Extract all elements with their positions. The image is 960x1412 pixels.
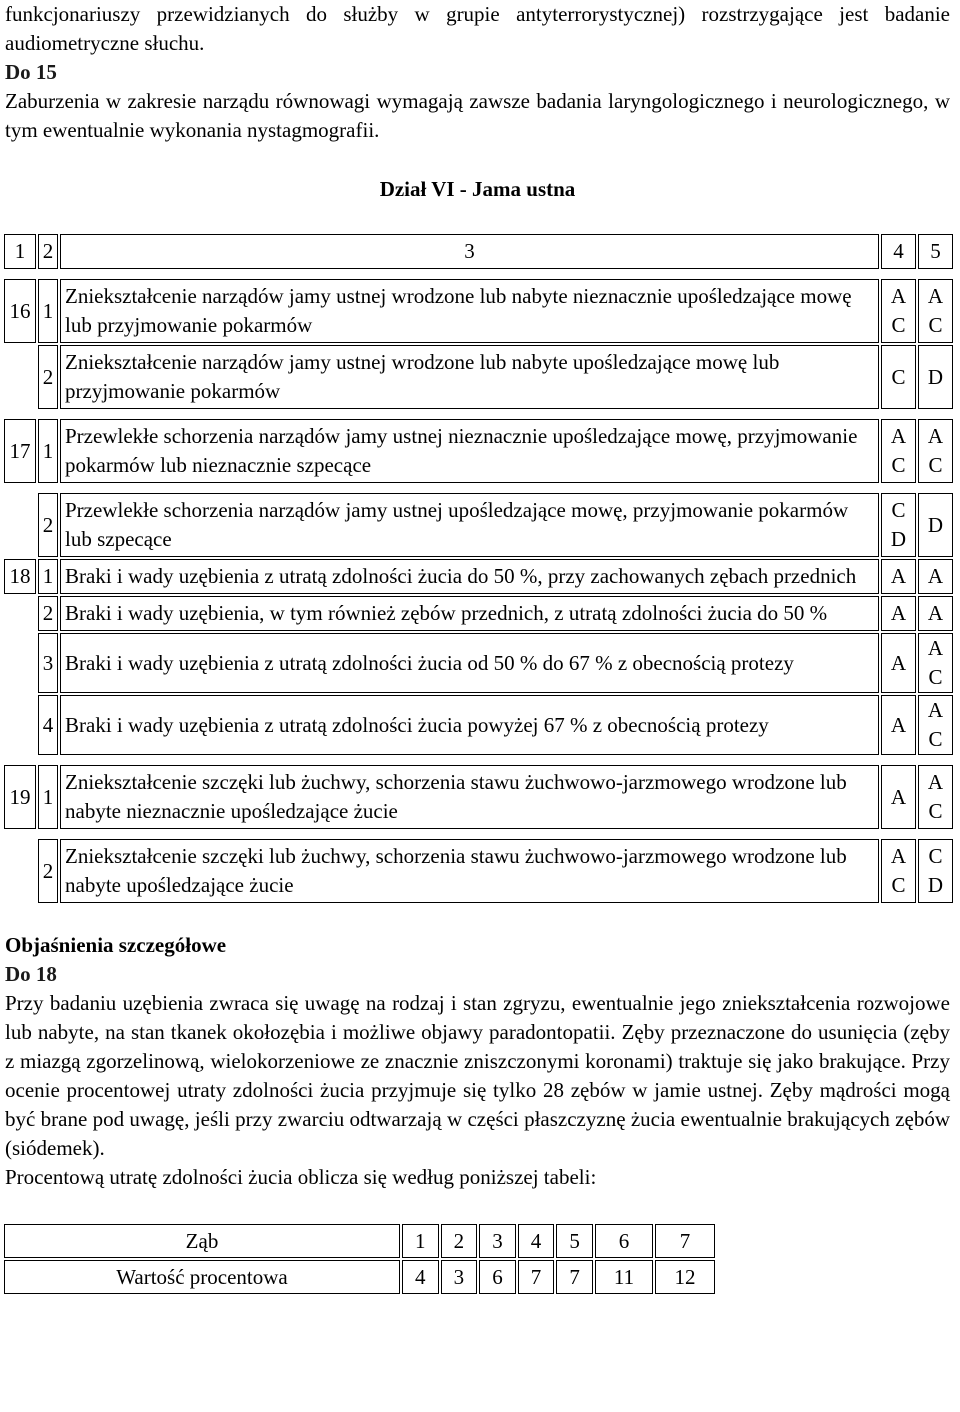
category-letter: D — [927, 512, 944, 537]
category-letter: A — [890, 784, 907, 809]
category-letter: C — [891, 313, 906, 337]
category-letter: C — [891, 364, 906, 389]
row-description: Zniekształcenie narządów jamy ustnej wrodzone lub nabyte nieznacznie upośledzające mowę lub przyjmowanie pokarmów — [60, 279, 879, 343]
row-spacer-cell — [4, 271, 953, 277]
percentage-value: 6 — [479, 1260, 516, 1294]
row-category-col-4 — [881, 596, 916, 631]
row-number — [4, 695, 36, 755]
category-letter: A — [890, 601, 907, 625]
category-letter: C — [891, 873, 906, 897]
classification-table — [2, 232, 955, 905]
tooth-number: 3 — [479, 1224, 516, 1258]
table-row — [4, 695, 953, 755]
row-spacer-cell — [4, 757, 953, 763]
row-category-col-4 — [881, 559, 916, 594]
percentage-value: 3 — [441, 1260, 478, 1294]
category-letter: D — [927, 364, 944, 389]
category-letter: C — [928, 453, 943, 477]
row-category-col-4 — [881, 695, 916, 755]
percentage-value: 12 — [655, 1260, 715, 1294]
row-number: 17 — [4, 419, 36, 483]
table-row — [4, 493, 953, 557]
row-category-col-5 — [918, 695, 953, 755]
row-subnumber: 4 — [38, 695, 58, 755]
intro-paragraph-1: funkcjonariuszy przewidzianych do służby w grupie antyterrorystycznej) rozstrzygające jest badanie audiometryczne słuchu. — [5, 2, 950, 55]
category-letter: A — [927, 770, 944, 794]
percentage-row-label: Wartość procentowa — [4, 1260, 400, 1294]
row-subnumber: 2 — [38, 596, 58, 631]
row-spacer-cell — [4, 831, 953, 837]
row-spacer — [4, 271, 953, 277]
row-subnumber: 3 — [38, 633, 58, 693]
tooth-number: 2 — [441, 1224, 478, 1258]
category-letter: D — [890, 527, 907, 551]
percentage-value: 11 — [595, 1260, 653, 1294]
category-letter: A — [890, 712, 907, 737]
category-letter: A — [927, 601, 944, 625]
row-spacer — [4, 757, 953, 763]
row-category-col-5 — [918, 419, 953, 483]
row-subnumber: 1 — [38, 279, 58, 343]
tooth-number: 1 — [402, 1224, 439, 1258]
row-number — [4, 596, 36, 631]
row-category-col-4 — [881, 839, 916, 903]
category-letter: C — [928, 844, 943, 868]
row-description: Braki i wady uzębienia z utratą zdolności żucia od 50 % do 67 % z obecnością protezy — [60, 633, 879, 693]
row-subnumber: 1 — [38, 765, 58, 829]
row-number: 19 — [4, 765, 36, 829]
category-letter: C — [928, 313, 943, 337]
teeth-row — [4, 1224, 715, 1258]
row-category-col-5 — [918, 596, 953, 631]
row-description: Braki i wady uzębienia, w tym również zębów przednich, z utratą zdolności żucia do 50 % — [60, 596, 879, 631]
row-description: Braki i wady uzębienia z utratą zdolności żucia powyżej 67 % z obecnością protezy — [60, 695, 879, 755]
row-category-col-4 — [881, 493, 916, 557]
category-letter: A — [890, 650, 907, 675]
table-row — [4, 559, 953, 594]
category-letter: C — [928, 727, 943, 751]
header-col-5: 5 — [918, 234, 953, 269]
explanations-paragraph-1: Przy badaniu uzębienia zwraca się uwagę na rodzaj i stan zgryzu, ewentualnie jego zniekształcenia rozwojowe lub nabyte, na stan tkanek okołozębia i możliwe objawy paradontopatii. Zęby przeznaczone do usunięcia (zęby z miazgą zgorzelinową, wielokorzeniowe ze znacznie zniszczonymi koronami) traktuje się jako brakujące. Przy ocenie procentowej utraty zdolności żucia przyjmuje się tylko 28 zębów w jamie ustnej. Zęby mądrości mogą być brane pod uwagę, jeśli przy zwarciu odtwarzają w części płaszczyznę żucia ewentualnie brakujących zębów (siódemek). — [5, 991, 950, 1160]
row-number: 18 — [4, 559, 36, 594]
teeth-row-label: Ząb — [4, 1224, 400, 1258]
row-number — [4, 633, 36, 693]
table-row — [4, 279, 953, 343]
row-subnumber: 1 — [38, 419, 58, 483]
tooth-number: 5 — [556, 1224, 593, 1258]
row-description: Przewlekłe schorzenia narządów jamy ustnej upośledzające mowę, przyjmowanie pokarmów lub szpecące — [60, 493, 879, 557]
row-description: Przewlekłe schorzenia narządów jamy ustnej nieznacznie upośledzające mowę, przyjmowanie pokarmów lub nieznacznie szpecące — [60, 419, 879, 483]
row-number: 16 — [4, 279, 36, 343]
header-col-1: 1 — [4, 234, 36, 269]
row-category-col-4 — [881, 279, 916, 343]
tooth-number: 6 — [595, 1224, 653, 1258]
row-category-col-5 — [918, 839, 953, 903]
row-category-col-5 — [918, 493, 953, 557]
intro-paragraph-2: Zaburzenia w zakresie narządu równowagi wymagają zawsze badania laryngologicznego i neurologicznego, w tym ewentualnie wykonania nystagmografii. — [5, 89, 950, 142]
row-subnumber: 2 — [38, 839, 58, 903]
header-col-4: 4 — [881, 234, 916, 269]
percentage-value: 4 — [402, 1260, 439, 1294]
row-category-col-5 — [918, 559, 953, 594]
category-letter: A — [890, 564, 907, 588]
header-col-2: 2 — [38, 234, 58, 269]
category-letter: A — [927, 564, 944, 588]
row-category-col-5 — [918, 765, 953, 829]
tooth-number: 4 — [518, 1224, 555, 1258]
table-row — [4, 419, 953, 483]
category-letter: A — [927, 284, 944, 308]
row-description: Zniekształcenie szczęki lub żuchwy, schorzenia stawu żuchwowo-jarzmowego wrodzone lub nabyte upośledzające żucie — [60, 839, 879, 903]
row-spacer-cell — [4, 485, 953, 491]
table-row — [4, 765, 953, 829]
subheading-do-18: Do 18 — [5, 962, 57, 986]
table-row — [4, 839, 953, 903]
row-description: Zniekształcenie szczęki lub żuchwy, schorzenia stawu żuchwowo-jarzmowego wrodzone lub nabyte nieznacznie upośledzające żucie — [60, 765, 879, 829]
category-letter: A — [927, 424, 944, 448]
category-letter: D — [927, 873, 944, 897]
subheading-do-15: Do 15 — [5, 60, 57, 84]
row-category-col-5 — [918, 633, 953, 693]
table-row — [4, 633, 953, 693]
row-category-col-4 — [881, 633, 916, 693]
row-number — [4, 493, 36, 557]
percentage-row — [4, 1260, 715, 1294]
category-letter: A — [927, 636, 944, 660]
category-letter: A — [927, 698, 944, 722]
category-letter: C — [928, 799, 943, 823]
category-letter: A — [890, 424, 907, 448]
category-letter: C — [891, 498, 906, 522]
explanations-title: Objaśnienia szczegółowe — [5, 933, 227, 957]
explanations-paragraph-2: Procentową utratę zdolności żucia oblicza się według poniższej tabeli: — [5, 1165, 597, 1189]
row-spacer — [4, 411, 953, 417]
row-category-col-4 — [881, 345, 916, 409]
category-letter: A — [890, 844, 907, 868]
row-category-col-5 — [918, 345, 953, 409]
row-number — [4, 839, 36, 903]
row-spacer-cell — [4, 411, 953, 417]
row-subnumber: 1 — [38, 559, 58, 594]
percentage-value: 7 — [556, 1260, 593, 1294]
row-spacer — [4, 485, 953, 491]
row-description: Zniekształcenie narządów jamy ustnej wrodzone lub nabyte upośledzające mowę lub przyjmowanie pokarmów — [60, 345, 879, 409]
row-category-col-4 — [881, 419, 916, 483]
row-subnumber: 2 — [38, 493, 58, 557]
table-row — [4, 596, 953, 631]
category-letter: C — [891, 453, 906, 477]
table-header-row — [4, 234, 953, 269]
row-description: Braki i wady uzębienia z utratą zdolności żucia do 50 %, przy zachowanych zębach przednich — [60, 559, 879, 594]
row-subnumber: 2 — [38, 345, 58, 409]
tooth-number: 7 — [655, 1224, 715, 1258]
section-title: Dział VI - Jama ustna — [379, 177, 576, 201]
percentage-value: 7 — [518, 1260, 555, 1294]
document-page — [5, 0, 950, 1296]
row-category-col-5 — [918, 279, 953, 343]
header-col-3: 3 — [60, 234, 879, 269]
category-letter: C — [928, 665, 943, 689]
row-category-col-4 — [881, 765, 916, 829]
row-number — [4, 345, 36, 409]
row-spacer — [4, 831, 953, 837]
category-letter: A — [890, 284, 907, 308]
teeth-value-table — [2, 1222, 717, 1296]
table-row — [4, 345, 953, 409]
